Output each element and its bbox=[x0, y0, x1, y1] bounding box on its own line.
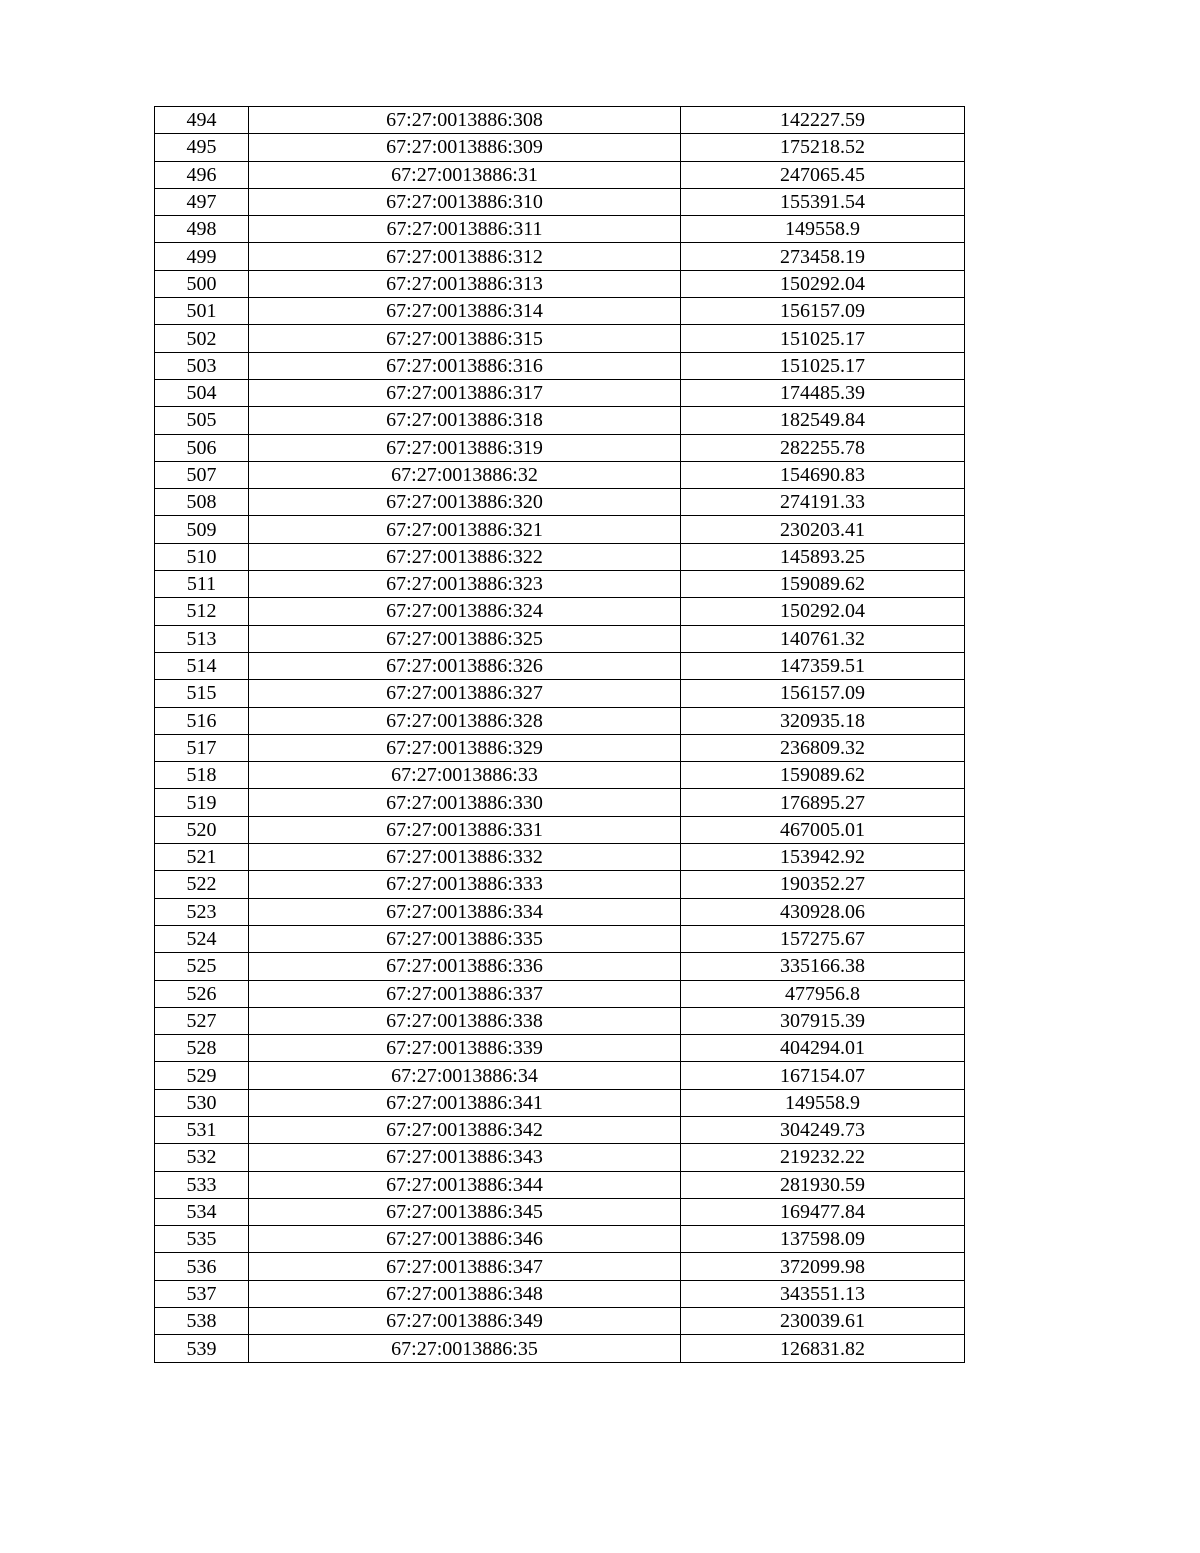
table-row bbox=[155, 379, 965, 406]
value-cell: 167154.07 bbox=[681, 1062, 965, 1089]
cadastral-number-cell: 67:27:0013886:34 bbox=[249, 1062, 681, 1089]
table-row bbox=[155, 434, 965, 461]
row-number-cell: 517 bbox=[155, 734, 249, 761]
cadastral-number-cell: 67:27:0013886:31 bbox=[249, 161, 681, 188]
value-cell: 157275.67 bbox=[681, 925, 965, 952]
row-number-cell: 533 bbox=[155, 1171, 249, 1198]
value-cell: 304249.73 bbox=[681, 1116, 965, 1143]
table-row bbox=[155, 1116, 965, 1143]
table-row bbox=[155, 216, 965, 243]
value-cell: 155391.54 bbox=[681, 188, 965, 215]
table-row bbox=[155, 134, 965, 161]
value-cell: 281930.59 bbox=[681, 1171, 965, 1198]
value-cell: 154690.83 bbox=[681, 461, 965, 488]
table-row bbox=[155, 1171, 965, 1198]
cadastral-number-cell: 67:27:0013886:329 bbox=[249, 734, 681, 761]
table-row bbox=[155, 161, 965, 188]
table-row bbox=[155, 325, 965, 352]
row-number-cell: 539 bbox=[155, 1335, 249, 1362]
table-row bbox=[155, 489, 965, 516]
cadastral-number-cell: 67:27:0013886:332 bbox=[249, 844, 681, 871]
row-number-cell: 527 bbox=[155, 1007, 249, 1034]
cadastral-number-cell: 67:27:0013886:347 bbox=[249, 1253, 681, 1280]
value-cell: 147359.51 bbox=[681, 652, 965, 679]
cadastral-number-cell: 67:27:0013886:312 bbox=[249, 243, 681, 270]
cadastral-number-cell: 67:27:0013886:341 bbox=[249, 1089, 681, 1116]
row-number-cell: 521 bbox=[155, 844, 249, 871]
table-row bbox=[155, 680, 965, 707]
table-row bbox=[155, 352, 965, 379]
cadastral-number-cell: 67:27:0013886:344 bbox=[249, 1171, 681, 1198]
value-cell: 126831.82 bbox=[681, 1335, 965, 1362]
cadastral-number-cell: 67:27:0013886:321 bbox=[249, 516, 681, 543]
value-cell: 175218.52 bbox=[681, 134, 965, 161]
row-number-cell: 495 bbox=[155, 134, 249, 161]
value-cell: 153942.92 bbox=[681, 844, 965, 871]
table-row bbox=[155, 407, 965, 434]
value-cell: 151025.17 bbox=[681, 325, 965, 352]
table-row bbox=[155, 598, 965, 625]
cadastral-number-cell: 67:27:0013886:35 bbox=[249, 1335, 681, 1362]
cadastral-number-cell: 67:27:0013886:346 bbox=[249, 1226, 681, 1253]
value-cell: 190352.27 bbox=[681, 871, 965, 898]
cadastral-number-cell: 67:27:0013886:333 bbox=[249, 871, 681, 898]
row-number-cell: 529 bbox=[155, 1062, 249, 1089]
cadastral-number-cell: 67:27:0013886:319 bbox=[249, 434, 681, 461]
cadastral-number-cell: 67:27:0013886:315 bbox=[249, 325, 681, 352]
row-number-cell: 498 bbox=[155, 216, 249, 243]
row-number-cell: 513 bbox=[155, 625, 249, 652]
cadastral-number-cell: 67:27:0013886:328 bbox=[249, 707, 681, 734]
row-number-cell: 532 bbox=[155, 1144, 249, 1171]
value-cell: 150292.04 bbox=[681, 598, 965, 625]
row-number-cell: 528 bbox=[155, 1035, 249, 1062]
row-number-cell: 512 bbox=[155, 598, 249, 625]
value-cell: 156157.09 bbox=[681, 298, 965, 325]
row-number-cell: 494 bbox=[155, 107, 249, 134]
value-cell: 169477.84 bbox=[681, 1198, 965, 1225]
table-row bbox=[155, 1253, 965, 1280]
row-number-cell: 500 bbox=[155, 270, 249, 297]
cadastral-number-cell: 67:27:0013886:33 bbox=[249, 762, 681, 789]
cadastral-number-cell: 67:27:0013886:309 bbox=[249, 134, 681, 161]
row-number-cell: 525 bbox=[155, 953, 249, 980]
cadastral-number-cell: 67:27:0013886:32 bbox=[249, 461, 681, 488]
table-row bbox=[155, 1062, 965, 1089]
cadastral-number-cell: 67:27:0013886:349 bbox=[249, 1308, 681, 1335]
value-cell: 219232.22 bbox=[681, 1144, 965, 1171]
value-cell: 404294.01 bbox=[681, 1035, 965, 1062]
cadastral-number-cell: 67:27:0013886:325 bbox=[249, 625, 681, 652]
cadastral-number-cell: 67:27:0013886:311 bbox=[249, 216, 681, 243]
row-number-cell: 504 bbox=[155, 379, 249, 406]
row-number-cell: 520 bbox=[155, 816, 249, 843]
cadastral-number-cell: 67:27:0013886:313 bbox=[249, 270, 681, 297]
table-row bbox=[155, 1035, 965, 1062]
table-row bbox=[155, 1198, 965, 1225]
value-cell: 343551.13 bbox=[681, 1280, 965, 1307]
value-cell: 151025.17 bbox=[681, 352, 965, 379]
cadastral-number-cell: 67:27:0013886:331 bbox=[249, 816, 681, 843]
row-number-cell: 534 bbox=[155, 1198, 249, 1225]
cadastral-number-cell: 67:27:0013886:339 bbox=[249, 1035, 681, 1062]
row-number-cell: 501 bbox=[155, 298, 249, 325]
value-cell: 320935.18 bbox=[681, 707, 965, 734]
table-row bbox=[155, 816, 965, 843]
value-cell: 137598.09 bbox=[681, 1226, 965, 1253]
table-row bbox=[155, 789, 965, 816]
row-number-cell: 518 bbox=[155, 762, 249, 789]
table-row bbox=[155, 543, 965, 570]
cadastral-number-cell: 67:27:0013886:314 bbox=[249, 298, 681, 325]
value-cell: 176895.27 bbox=[681, 789, 965, 816]
value-cell: 159089.62 bbox=[681, 571, 965, 598]
value-cell: 182549.84 bbox=[681, 407, 965, 434]
cadastral-number-cell: 67:27:0013886:320 bbox=[249, 489, 681, 516]
cadastral-number-cell: 67:27:0013886:342 bbox=[249, 1116, 681, 1143]
cadastral-number-cell: 67:27:0013886:348 bbox=[249, 1280, 681, 1307]
cadastral-number-cell: 67:27:0013886:330 bbox=[249, 789, 681, 816]
table-row bbox=[155, 1089, 965, 1116]
table-row bbox=[155, 461, 965, 488]
cadastral-number-cell: 67:27:0013886:317 bbox=[249, 379, 681, 406]
row-number-cell: 509 bbox=[155, 516, 249, 543]
table-body bbox=[155, 107, 965, 1363]
value-cell: 477956.8 bbox=[681, 980, 965, 1007]
row-number-cell: 510 bbox=[155, 543, 249, 570]
value-cell: 273458.19 bbox=[681, 243, 965, 270]
table-row bbox=[155, 1226, 965, 1253]
row-number-cell: 515 bbox=[155, 680, 249, 707]
table-row bbox=[155, 571, 965, 598]
table-row bbox=[155, 652, 965, 679]
value-cell: 307915.39 bbox=[681, 1007, 965, 1034]
value-cell: 282255.78 bbox=[681, 434, 965, 461]
value-cell: 236809.32 bbox=[681, 734, 965, 761]
row-number-cell: 530 bbox=[155, 1089, 249, 1116]
table-row bbox=[155, 898, 965, 925]
row-number-cell: 499 bbox=[155, 243, 249, 270]
cadastral-number-cell: 67:27:0013886:343 bbox=[249, 1144, 681, 1171]
cadastral-number-cell: 67:27:0013886:335 bbox=[249, 925, 681, 952]
row-number-cell: 519 bbox=[155, 789, 249, 816]
table-row bbox=[155, 1280, 965, 1307]
table-row bbox=[155, 1007, 965, 1034]
row-number-cell: 514 bbox=[155, 652, 249, 679]
row-number-cell: 538 bbox=[155, 1308, 249, 1335]
value-cell: 174485.39 bbox=[681, 379, 965, 406]
cadastral-number-cell: 67:27:0013886:337 bbox=[249, 980, 681, 1007]
cadastral-number-cell: 67:27:0013886:326 bbox=[249, 652, 681, 679]
row-number-cell: 531 bbox=[155, 1116, 249, 1143]
table-row bbox=[155, 243, 965, 270]
table-row bbox=[155, 1335, 965, 1362]
row-number-cell: 536 bbox=[155, 1253, 249, 1280]
row-number-cell: 523 bbox=[155, 898, 249, 925]
cadastral-number-cell: 67:27:0013886:323 bbox=[249, 571, 681, 598]
row-number-cell: 508 bbox=[155, 489, 249, 516]
cadastral-number-cell: 67:27:0013886:308 bbox=[249, 107, 681, 134]
table-row bbox=[155, 871, 965, 898]
cadastral-number-cell: 67:27:0013886:336 bbox=[249, 953, 681, 980]
table-row bbox=[155, 625, 965, 652]
value-cell: 247065.45 bbox=[681, 161, 965, 188]
row-number-cell: 496 bbox=[155, 161, 249, 188]
value-cell: 274191.33 bbox=[681, 489, 965, 516]
row-number-cell: 503 bbox=[155, 352, 249, 379]
table-row bbox=[155, 734, 965, 761]
cadastral-number-cell: 67:27:0013886:324 bbox=[249, 598, 681, 625]
value-cell: 159089.62 bbox=[681, 762, 965, 789]
row-number-cell: 506 bbox=[155, 434, 249, 461]
value-cell: 150292.04 bbox=[681, 270, 965, 297]
cadastral-number-cell: 67:27:0013886:327 bbox=[249, 680, 681, 707]
cadastral-number-cell: 67:27:0013886:316 bbox=[249, 352, 681, 379]
table-row bbox=[155, 1144, 965, 1171]
table-row bbox=[155, 188, 965, 215]
table-row bbox=[155, 270, 965, 297]
value-cell: 145893.25 bbox=[681, 543, 965, 570]
value-cell: 230039.61 bbox=[681, 1308, 965, 1335]
value-cell: 149558.9 bbox=[681, 216, 965, 243]
row-number-cell: 505 bbox=[155, 407, 249, 434]
row-number-cell: 535 bbox=[155, 1226, 249, 1253]
value-cell: 335166.38 bbox=[681, 953, 965, 980]
table-row bbox=[155, 762, 965, 789]
value-cell: 372099.98 bbox=[681, 1253, 965, 1280]
value-cell: 140761.32 bbox=[681, 625, 965, 652]
value-cell: 156157.09 bbox=[681, 680, 965, 707]
cadastral-number-cell: 67:27:0013886:318 bbox=[249, 407, 681, 434]
table-row bbox=[155, 844, 965, 871]
table-row bbox=[155, 925, 965, 952]
row-number-cell: 537 bbox=[155, 1280, 249, 1307]
table-row bbox=[155, 516, 965, 543]
row-number-cell: 524 bbox=[155, 925, 249, 952]
row-number-cell: 526 bbox=[155, 980, 249, 1007]
cadastral-number-cell: 67:27:0013886:334 bbox=[249, 898, 681, 925]
data-table bbox=[154, 106, 965, 1363]
row-number-cell: 502 bbox=[155, 325, 249, 352]
cadastral-number-cell: 67:27:0013886:322 bbox=[249, 543, 681, 570]
row-number-cell: 516 bbox=[155, 707, 249, 734]
table-row bbox=[155, 298, 965, 325]
cadastral-number-cell: 67:27:0013886:310 bbox=[249, 188, 681, 215]
value-cell: 430928.06 bbox=[681, 898, 965, 925]
value-cell: 149558.9 bbox=[681, 1089, 965, 1116]
table-row bbox=[155, 953, 965, 980]
row-number-cell: 507 bbox=[155, 461, 249, 488]
row-number-cell: 511 bbox=[155, 571, 249, 598]
cadastral-number-cell: 67:27:0013886:338 bbox=[249, 1007, 681, 1034]
table-row bbox=[155, 107, 965, 134]
row-number-cell: 522 bbox=[155, 871, 249, 898]
cadastral-number-cell: 67:27:0013886:345 bbox=[249, 1198, 681, 1225]
value-cell: 230203.41 bbox=[681, 516, 965, 543]
table-row bbox=[155, 1308, 965, 1335]
value-cell: 467005.01 bbox=[681, 816, 965, 843]
value-cell: 142227.59 bbox=[681, 107, 965, 134]
table-row bbox=[155, 707, 965, 734]
table-row bbox=[155, 980, 965, 1007]
row-number-cell: 497 bbox=[155, 188, 249, 215]
